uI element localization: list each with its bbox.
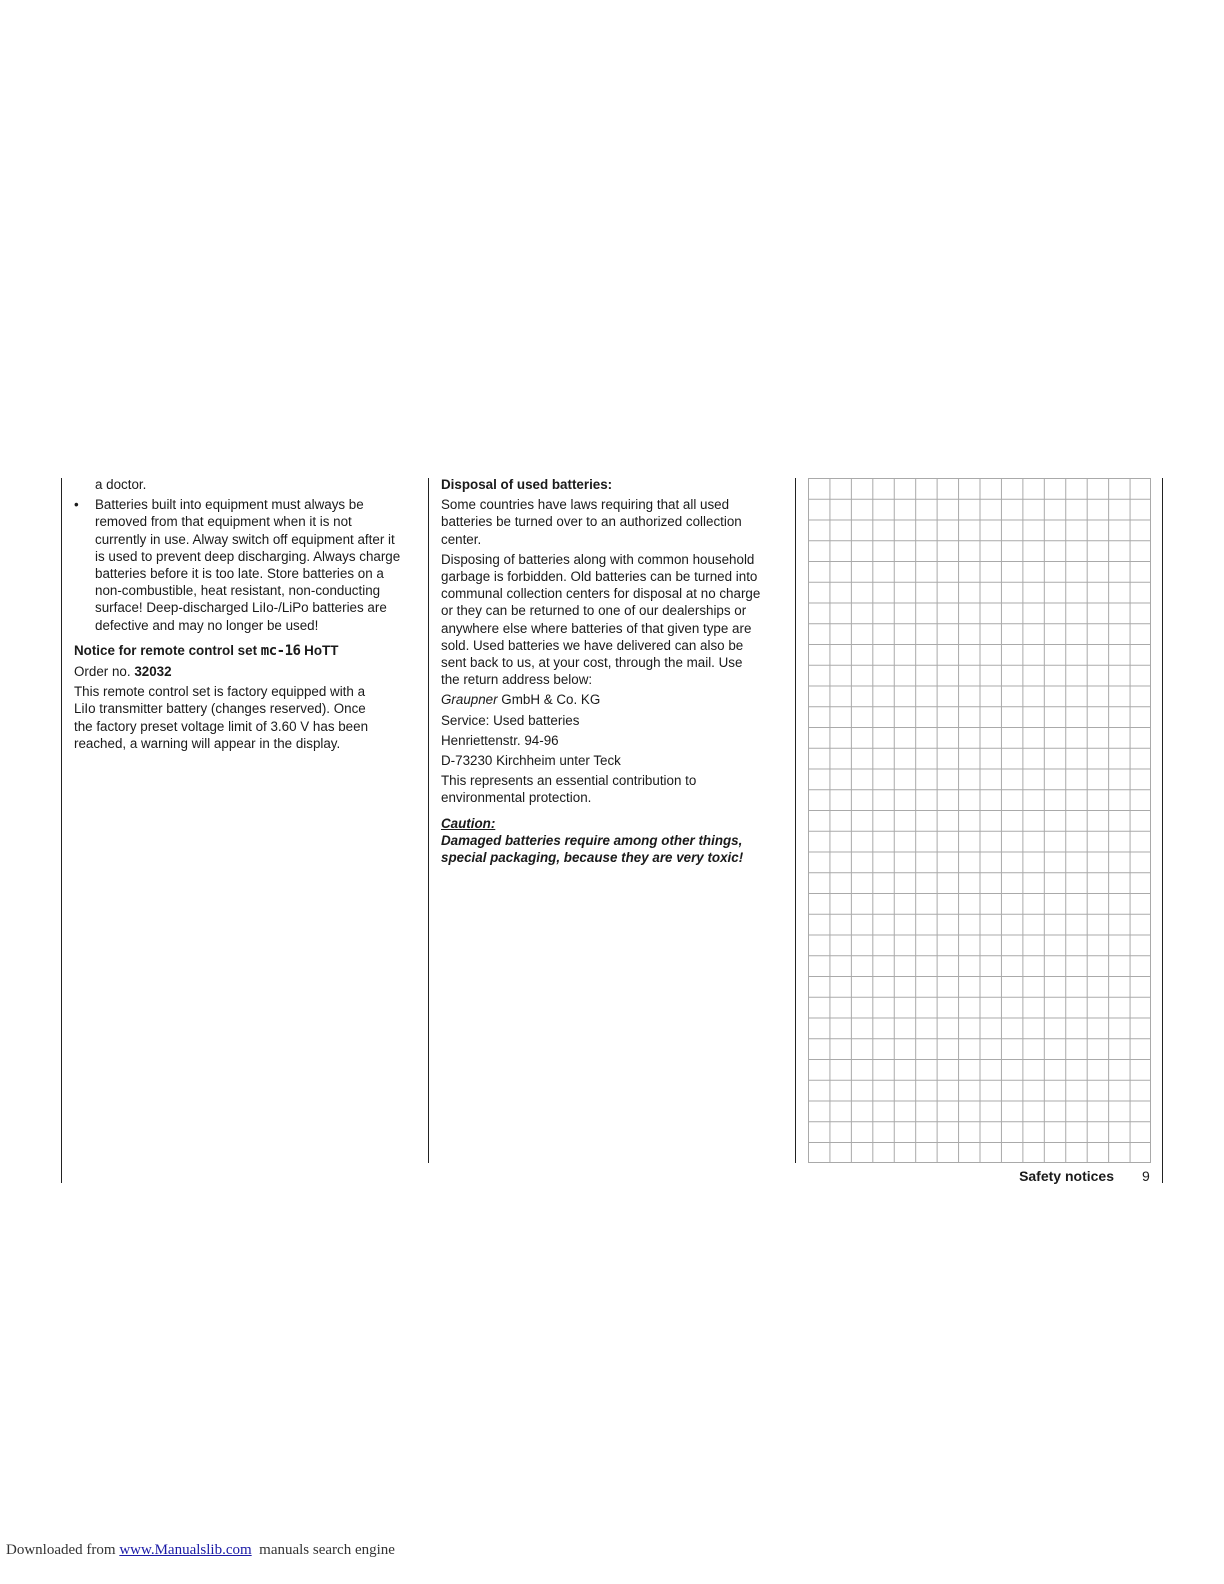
bullet-line: defective and may no longer be used!	[95, 617, 319, 633]
para2-line: Disposing of batteries along with common household	[441, 551, 755, 567]
right-margin-rule	[1162, 478, 1163, 1183]
order-number: 32032	[134, 664, 172, 680]
download-note	[6, 1542, 395, 1559]
para2-line: communal collection centers for disposal at no charge	[441, 586, 761, 602]
para1-line: batteries be turned over to an authorized collection	[441, 514, 742, 530]
bullet-line: Batteries built into equipment must always be	[95, 497, 364, 513]
para2-line: anywhere else where batteries of that given type are	[441, 620, 752, 636]
manualslib-link[interactable]: www.Manualslib.com	[119, 1542, 252, 1558]
address-company	[441, 691, 789, 708]
address-service: Service: Used batteries	[441, 712, 580, 728]
para2-line: or they can be returned to one of our dealerships or	[441, 603, 747, 619]
bullet-line: removed from that equipment when it is not	[95, 514, 352, 530]
disposal-heading: Disposal of used batteries:	[441, 477, 613, 492]
notice-line: LiIo transmitter battery (changes reserved). Once	[74, 701, 366, 717]
notice-heading-suffix: HoTT	[304, 642, 339, 658]
page-number: 9	[1142, 1168, 1150, 1184]
address-street: Henriettenstr. 94-96	[441, 732, 559, 748]
caution-label: Caution:	[441, 815, 496, 831]
notice-line: the factory preset voltage limit of 3.60 V has been	[74, 718, 369, 734]
notes-grid	[808, 478, 1151, 1163]
left-margin-rule	[61, 478, 62, 1183]
continued-line: a doctor.	[95, 477, 147, 492]
notice-line: This remote control set is factory equipped with a	[74, 684, 366, 700]
caution-line: Damaged batteries require among other things,	[441, 832, 743, 848]
notice-heading-prefix: Notice for remote control set	[74, 642, 258, 658]
bullet-line: non-combustible, heat resistant, non-conducting	[95, 583, 381, 599]
para1-line: center.	[441, 531, 482, 547]
notice-line: reached, a warning will appear in the display.	[74, 735, 341, 751]
column-divider-2	[795, 478, 796, 1163]
order-number-line	[74, 663, 419, 680]
notice-heading	[74, 642, 419, 660]
para2-line: sent back to us, at your cost, through the mail. Use	[441, 655, 743, 671]
para2-line: the return address below:	[441, 672, 593, 688]
left-column	[74, 476, 419, 752]
address-company-brand: Graupner	[441, 692, 498, 708]
bullet-line: currently in use. Alway switch off equipment after it	[95, 531, 395, 547]
bullet-line: surface! Deep-discharged LiIo-/LiPo batteries are	[95, 600, 387, 616]
download-prefix: Downloaded from	[6, 1542, 120, 1558]
caution-line: special packaging, because they are very toxic!	[441, 850, 744, 866]
order-label: Order no.	[74, 664, 131, 680]
model-name-logo: mc-16	[260, 642, 301, 659]
bullet-line: batteries before it is too late. Store batteries on a	[95, 566, 384, 582]
footer-section-title: Safety notices	[1019, 1168, 1114, 1184]
bullet-icon: •	[74, 497, 79, 513]
download-suffix: manuals search engine	[251, 1542, 395, 1558]
para3-line: environmental protection.	[441, 790, 592, 806]
para2-line: garbage is forbidden. Old batteries can be turned into	[441, 569, 758, 585]
battery-bullet	[74, 496, 419, 634]
para3-line: This represents an essential contribution to	[441, 773, 697, 789]
para2-line: sold. Used batteries we have delivered can also be	[441, 637, 744, 653]
address-company-rest: GmbH & Co. KG	[497, 692, 601, 708]
middle-column	[441, 476, 789, 866]
column-divider-1	[428, 478, 429, 1163]
bullet-line: is used to prevent deep discharging. Always charge	[95, 548, 401, 564]
address-city: D-73230 Kirchheim unter Teck	[441, 753, 621, 769]
para1-line: Some countries have laws requiring that all used	[441, 497, 730, 513]
